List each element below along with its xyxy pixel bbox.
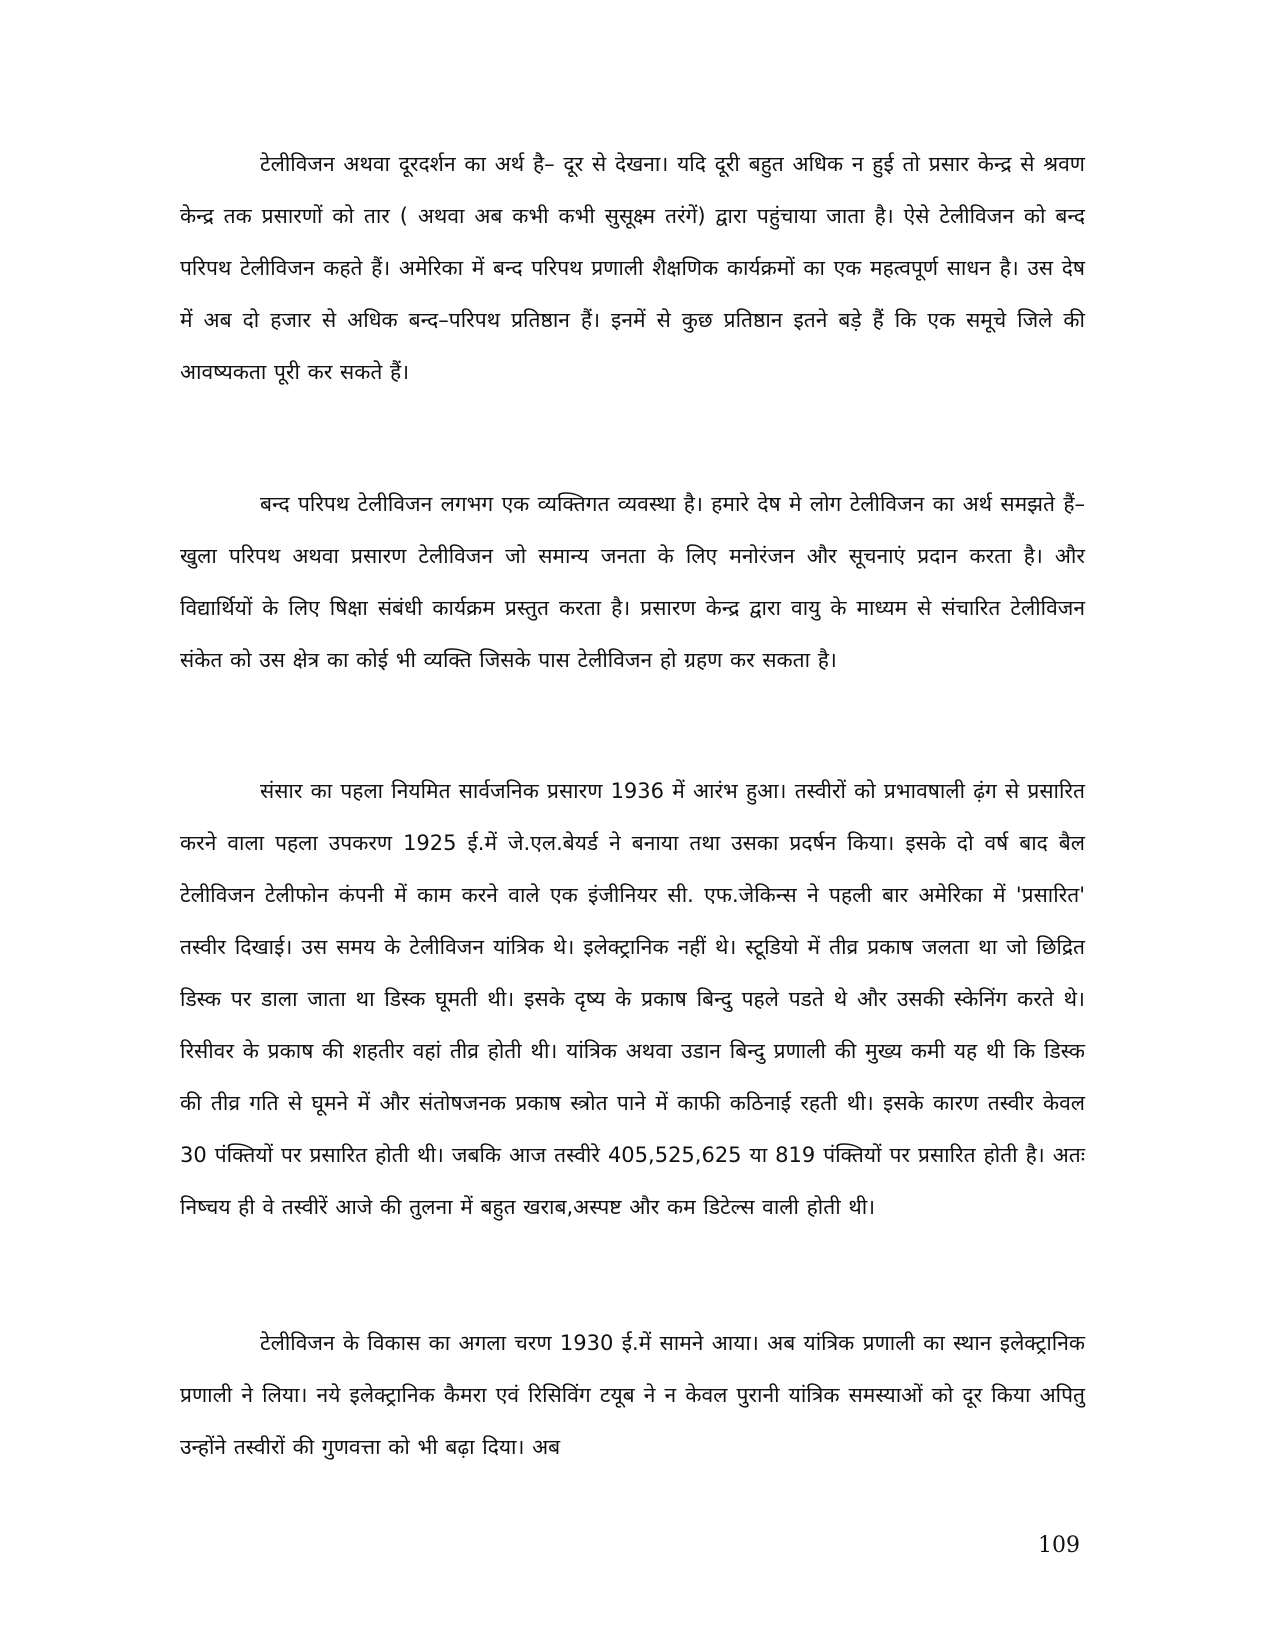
paragraph-first-broadcast: संसार का पहला नियमित सार्वजनिक प्रसारण 1936 में आरंभ हुआ। तस्वीरों को प्रभावषाली ढ़ंग से प्रसारित करने वाला पहला उपकरण 1925 ई.में जे.एल.बेयर्ड ने बनाया तथा उसका प्रदर्षन किया। इसके दो वर्ष बाद बैल टेलीविजन टेलीफोन कंपनी में काम करने वाले एक इंजीनियर सी. एफ.जेकिन्स ने पहली बार अमेरिका में 'प्रसारित' तस्वीर दिखाई। उस समय के टेलीविजन यांत्रिक थे। इलेक्ट्रानिक नहीं थे। स्टूडियो में तीव्र प्रकाष जलता था जो छिद्रित डिस्क पर डाला जाता था डिस्क घूमती थी। इसके दृष्य के प्रकाष बिन्दु पहले पडते थे और उसकी स्केनिंग करते थे। रिसीवर के प्रकाष की शहतीर वहां तीव्र होती थी। यांत्रिक अथवा उडान बिन्दु प्रणाली की मुख्य कमी यह थी कि डिस्क की तीव्र गति से घूमने में और संतोषजनक प्रकाष स्त्रोत पाने में काफी कठिनाई रहती थी। इसके कारण तस्वीर केवल 30 पंक्तियों पर प्रसारित होती थी। जबकि आज तस्वीरे 405,525,625 या 819 पंक्तियों पर प्रसारित होती है। अतः निष्चय ही वे तस्वीरें आजे की तुलना में बहुत खराब,अस्पष्ट और कम डिटेल्स वाली होती थी।	[180, 779, 1085, 1219]
paragraph-electronic-stage: टेलीविजन के विकास का अगला चरण 1930 ई.में सामने आया। अब यांत्रिक प्रणाली का स्थान इलेक्ट्रानिक प्रणाली ने लिया। नये इलेक्ट्रानिक कैमरा एवं रिसिविंग टयूब ने न केवल पुरानी यांत्रिक समस्याओं को दूर किया अपितु उन्होंने तस्वीरों की गुणवत्ता को भी बढ़ा दिया। अब	[180, 1331, 1085, 1459]
paragraph-television-meaning: टेलीविजन अथवा दूरदर्शन का अर्थ है– दूर से देखना। यदि दूरी बहुत अधिक न हुई तो प्रसार केन्द्र से श्रवण केन्द्र तक प्रसारणों को तार ( अथवा अब कभी कभी सुसूक्ष्म तरंगें) द्वारा पहुंचाया जाता है। ऐसे टेलीविजन को बन्द परिपथ टेलीविजन कहते हैं। अमेरिका में बन्द परिपथ प्रणाली शैक्षणिक कार्यक्रमों का एक महत्वपूर्ण साधन है। उस देष में अब दो हजार से अधिक बन्द–परिपथ प्रतिष्ठान हैं। इनमें से कुछ प्रतिष्ठान इतने बड़े हैं कि एक समूचे जिले की आवष्यकता पूरी कर सकते हैं।	[180, 152, 1085, 384]
paragraph-closed-circuit: बन्द परिपथ टेलीविजन लगभग एक व्यक्तिगत व्यवस्था है। हमारे देष मे लोग टेलीविजन का अर्थ समझते हैं–खुला परिपथ अथवा प्रसारण टेलीविजन जो समान्य जनता के लिए मनोरंजन और सूचनाएं प्रदान करता है। और विद्यार्थियों के लिए षिक्षा संबंधी कार्यक्रम प्रस्तुत करता है। प्रसारण केन्द्र द्वारा वायु के माध्यम से संचारित टेलीविजन संकेत को उस क्षेत्र का कोई भी व्यक्ति जिसके पास टेलीविजन हो ग्रहण कर सकता है।	[180, 492, 1085, 672]
page-number: 109	[1038, 1533, 1080, 1558]
